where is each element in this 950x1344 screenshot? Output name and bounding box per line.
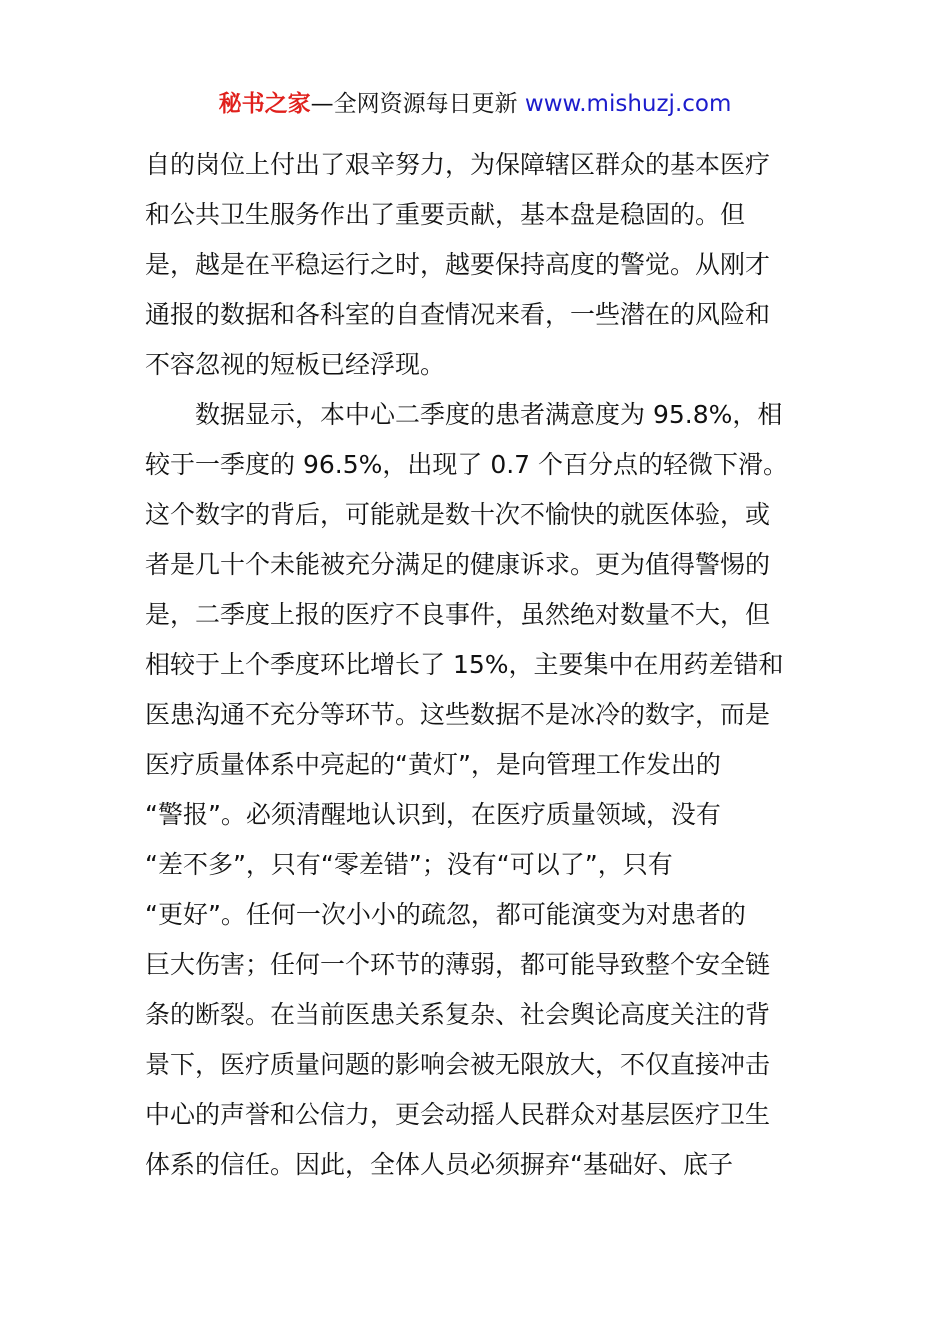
text-line: 不容忽视的短板已经浮现。 <box>145 350 446 379</box>
text-line: 这个数字的背后，可能就是数十次不愉快的就医体验，或 <box>145 500 771 529</box>
page-header <box>0 86 950 122</box>
text-line: 相较于上个季度环比增长了 15%，主要集中在用药差错和 <box>145 650 784 679</box>
text-line: 较于一季度的 96.5%，出现了 0.7 个百分点的轻微下滑。 <box>145 450 789 479</box>
text-line: 是，越是在平稳运行之时，越要保持高度的警觉。从刚才 <box>145 250 771 279</box>
text-line: 者是几十个未能被充分满足的健康诉求。更为值得警惕的 <box>145 550 771 579</box>
text-line: 中心的声誉和公信力，更会动摇人民群众对基层医疗卫生 <box>145 1100 771 1129</box>
text-line: “更好”。任何一次小小的疏忽，都可能演变为对患者的 <box>145 900 746 929</box>
text-line: 医患沟通不充分等环节。这些数据不是冰冷的数字，而是 <box>145 700 771 729</box>
text-line: 体系的信任。因此，全体人员必须摒弃“基础好、底子 <box>145 1150 733 1179</box>
text-line: 通报的数据和各科室的自查情况来看，一些潜在的风险和 <box>145 300 771 329</box>
document-body <box>145 140 810 1190</box>
text-line: 医疗质量体系中亮起的“黄灯”，是向管理工作发出的 <box>145 750 721 779</box>
header-slogan: —全网资源每日更新 <box>310 91 518 117</box>
text-line: 数据显示，本中心二季度的患者满意度为 95.8%，相 <box>195 400 783 429</box>
brand-name: 秘书之家 <box>218 91 311 117</box>
text-line: 巨大伤害；任何一个环节的薄弱，都可能导致整个安全链 <box>145 950 771 979</box>
text-line: 景下，医疗质量问题的影响会被无限放大，不仅直接冲击 <box>145 1050 771 1079</box>
text-line: “差不多”，只有“零差错”；没有“可以了”，只有 <box>145 850 673 879</box>
text-line: 自的岗位上付出了艰辛努力，为保障辖区群众的基本医疗 <box>145 150 771 179</box>
text-line: 是，二季度上报的医疗不良事件，虽然绝对数量不大，但 <box>145 600 771 629</box>
text-line: 条的断裂。在当前医患关系复杂、社会舆论高度关注的背 <box>145 1000 771 1029</box>
header-url: www.mishuzj.com <box>517 91 732 117</box>
text-line: “警报”。必须清醒地认识到，在医疗质量领域，没有 <box>145 800 721 829</box>
text-line: 和公共卫生服务作出了重要贡献，基本盘是稳固的。但 <box>145 200 746 229</box>
